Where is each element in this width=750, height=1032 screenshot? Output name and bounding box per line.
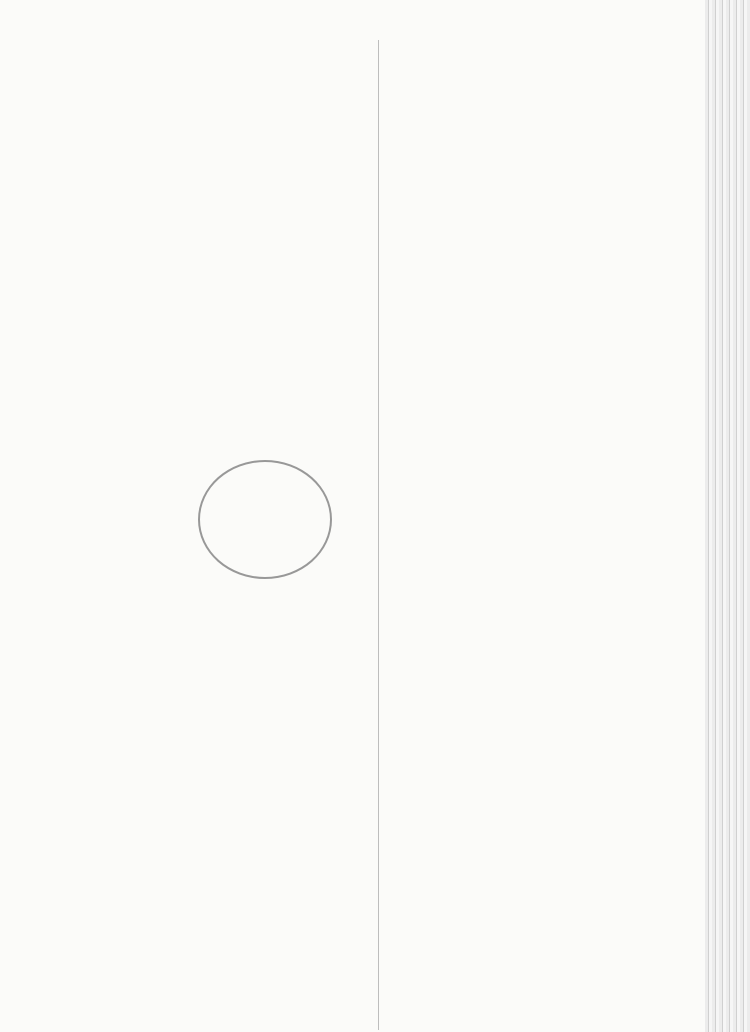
page-edge-shadow: [705, 0, 750, 1032]
column-divider: [378, 40, 379, 1030]
stamp-seal: [198, 460, 332, 579]
